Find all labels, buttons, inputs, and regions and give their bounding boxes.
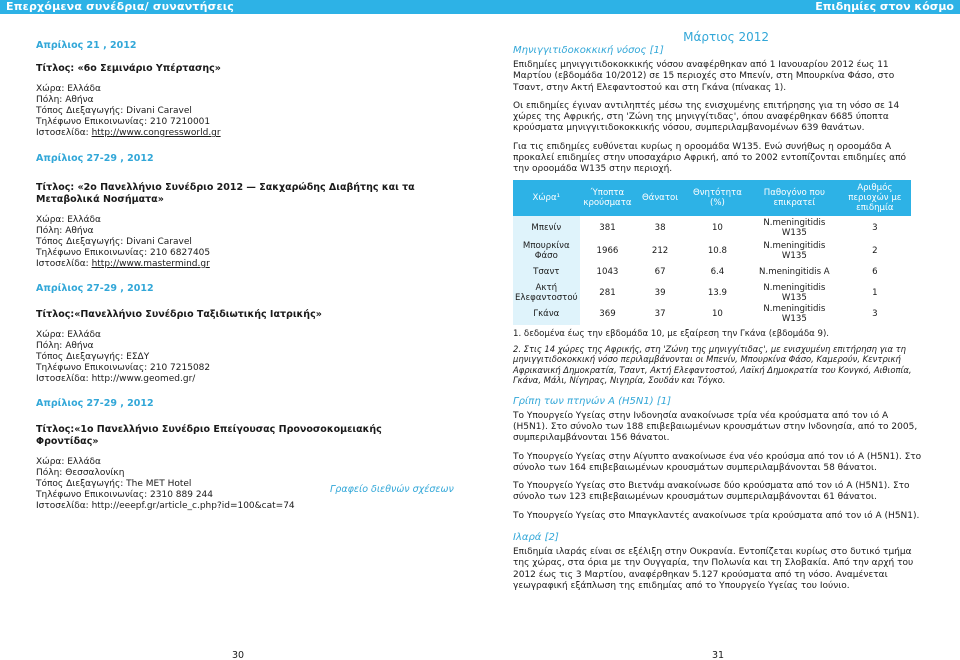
paragraph: Το Υπουργείο Υγείας στην Αίγυπτο ανακοίνωσε ένα νέο κρούσμα από τον ιό Α (H5N1). Στο σύνολο των 164 επιβεβαιωμένων κρουσμάτων συμπεριλαμβάνονται 58 θάνατοι.	[513, 451, 922, 473]
event-2	[36, 153, 446, 270]
table-cell: 1043	[596, 267, 619, 278]
col-header: Παθογόνο που επικρατεί	[750, 180, 839, 216]
meningitis-table	[513, 180, 911, 325]
month-heading: Μάρτιος 2012	[683, 30, 769, 44]
table-cell: 38	[654, 223, 666, 234]
table-cell: 6	[872, 267, 878, 278]
table-cell: 67	[654, 267, 666, 278]
table-cell: N.meningitidis W135	[763, 218, 826, 239]
event-title: Τίτλος:«Πανελλήνιο Συνέδριο Ταξιδιωτικής Ιατρικής»	[36, 309, 322, 320]
office-signature: Γραφείο διεθνών σχέσεων	[330, 484, 454, 495]
table-cell: N.meningitidis A	[759, 267, 830, 278]
event-country: Χώρα: Ελλάδα	[36, 215, 101, 225]
table-cell: Τσαντ	[513, 262, 580, 283]
table-cell: 39	[654, 288, 666, 299]
event-website	[36, 374, 446, 385]
event-website	[36, 128, 446, 139]
table-cell: N.meningitidis W135	[763, 241, 826, 262]
table-cell: N.meningitidis W135	[763, 304, 826, 325]
table-note-africa: 2. Στις 14 χώρες της Αφρικής, στη 'Ζώνη της μηνιγγίτιδας', με ενισχυμένη επιτήρηση για τη μηνιγγιτιδοκοκκική νόσο περιλαμβάνονται οι Μπενίν, Μπουρκίνα Φάσο, Καμερούν, Κεντρική Αφρικανική Δημοκρατία, Τσαντ, Ακτή Ελεφαντοστού, Λαϊκή Δημοκρατία του Κονγκό, Αιθιοπία, Γκάνα, Μάλι, Νίγηρας, Νιγηρία, Σουδάν και Τόγκο.	[513, 343, 912, 386]
table-footnote: 1. δεδομένα έως την εβδομάδα 10, με εξαίρεση την Γκάνα (εβδομάδα 9).	[513, 328, 830, 339]
col-header: Θνητότητα (%)	[685, 180, 750, 216]
table-cell: 6.4	[710, 267, 725, 278]
event-country: Χώρα: Ελλάδα	[36, 84, 101, 94]
col-header: Χώρα¹	[513, 180, 580, 216]
event-venue: Τόπος Διεξαγωγής: Divani Caravel	[36, 237, 192, 247]
table-cell: 3	[872, 223, 878, 234]
section-title-measles: Ιλαρά [2]	[513, 532, 559, 544]
table-row	[513, 216, 911, 241]
table-row	[513, 262, 911, 283]
table-cell: 10	[711, 223, 723, 234]
table-cell: 13.9	[707, 288, 727, 299]
event-city: Πόλη: Αθήνα	[36, 226, 94, 236]
website-label: Ιστοσελίδα:	[36, 259, 92, 269]
event-title: Τίτλος: «6ο Σεμινάριο Υπέρτασης»	[36, 63, 221, 74]
event-website	[36, 501, 446, 512]
col-header: Θάνατοι	[635, 180, 684, 216]
table-cell: Μπενίν	[513, 216, 580, 241]
event-country: Χώρα: Ελλάδα	[36, 457, 101, 467]
website-link[interactable]: http://eeepf.gr/article_c.php?id=100&cat=74	[91, 501, 295, 511]
paragraph: Επιδημίες μηνιγγιτιδοκοκκικής νόσου αναφέρθηκαν από 1 Ιανουαρίου 2012 έως 11 Μαρτίου (εβδομάδα 10/2012) σε 15 περιοχές στο Μπενίν, στη Μπουρκίνα Φάσο, στο Τσαντ, στην Ακτή Ελεφαντοστού και στη Γκάνα (πίνακας 1).	[513, 60, 895, 93]
event-venue: Τόπος Διεξαγωγής: ΕΣΔΥ	[36, 352, 150, 362]
event-date: Απρίλιος 27-29 , 2012	[36, 153, 154, 164]
paragraph: Το Υπουργείο Υγείας στην Ινδονησία ανακοίνωσε τρία νέα κρούσματα από τον ιό Α (H5N1). Στο σύνολο των 188 επιβεβαιωμένων κρουσμάτων στην Ινδονησία, από το 2005, συμπεριλαμβάνονται 156 θάνατοι.	[513, 410, 918, 444]
table-cell: 2	[872, 246, 878, 257]
website-label: Ιστοσελίδα:	[36, 128, 92, 138]
page-number-left: 30	[232, 650, 245, 660]
event-phone: Τηλέφωνο Επικοινωνίας: 210 7215082	[36, 363, 211, 373]
header-right-title: Επιδημίες στον κόσμο	[815, 0, 954, 13]
table-cell: Μπουρκίνα Φάσο	[513, 241, 580, 262]
table-row	[513, 283, 911, 304]
header-bar	[0, 0, 960, 14]
conferences-column	[36, 40, 446, 512]
event-3	[36, 283, 446, 385]
table-row	[513, 241, 911, 262]
table-cell: 37	[654, 309, 666, 320]
table-cell: N.meningitidis W135	[763, 283, 826, 304]
event-date: Απρίλιος 27-29 , 2012	[36, 283, 154, 294]
table-cell: 381	[599, 223, 616, 234]
event-date: Απρίλιος 21 , 2012	[36, 40, 137, 51]
epidemics-column	[513, 30, 925, 599]
event-city: Πόλη: Αθήνα	[36, 341, 94, 351]
col-header: Αριθμός περιοχών με επιδημία	[839, 180, 911, 216]
table-cell: 369	[599, 309, 616, 320]
event-website	[36, 259, 446, 270]
table-cell: 1	[872, 288, 878, 299]
event-phone: Τηλέφωνο Επικοινωνίας: 2310 889 244	[36, 490, 213, 500]
website-link[interactable]: http://www.congressworld.gr	[91, 128, 221, 138]
paragraph: Επιδημία ιλαράς είναι σε εξέλιξη στην Ουκρανία. Εντοπίζεται κυρίως στο δυτικό τμήμα της χώρας, στα όρια με την Ουγγαρία, την Πολωνία και τη Σλοβακία. Από την αρχή του 2012 έως τις 3 Μαρτίου, αναφέρθηκαν 5.127 κρούσματα από τη νόσο. Αναμένεται γεωγραφική εξάπλωση της επιδημίας από το Υπουργείο Υγείας του Ιούνιο.	[513, 547, 914, 591]
website-link[interactable]: http://www.geomed.gr/	[91, 374, 196, 384]
header-left-title: Επερχόμενα συνέδρια/ συναντήσεις	[6, 0, 234, 13]
event-venue: Τόπος Διεξαγωγής: Divani Caravel	[36, 106, 192, 116]
table-cell: 212	[651, 246, 669, 257]
event-phone: Τηλέφωνο Επικοινωνίας: 210 6827405	[36, 248, 211, 258]
section-title-avian-flu: Γρίπη των πτηνών Α (H5N1) [1]	[513, 395, 671, 407]
table-row	[513, 304, 911, 325]
table-cell: 1966	[596, 246, 619, 257]
event-1	[36, 40, 446, 139]
event-city: Πόλη: Αθήνα	[36, 95, 94, 105]
table-cell: 10.8	[707, 246, 727, 257]
col-header: Ύποπτα κρούσματα	[580, 180, 636, 216]
table-cell: 281	[599, 288, 616, 299]
table-cell: 3	[872, 309, 878, 320]
table-cell: Γκάνα	[513, 304, 580, 325]
event-city: Πόλη: Θεσσαλονίκη	[36, 468, 125, 478]
event-phone: Τηλέφωνο Επικοινωνίας: 210 7210001	[36, 117, 211, 127]
event-country: Χώρα: Ελλάδα	[36, 330, 101, 340]
table-header-row	[513, 180, 911, 216]
website-label: Ιστοσελίδα:	[36, 501, 92, 511]
event-venue: Τόπος Διεξαγωγής: The MET Hotel	[36, 479, 192, 489]
paragraph: Το Υπουργείο Υγείας στο Βιετνάμ ανακοίνωσε δύο κρούσματα από τον ιό Α (H5N1). Στο σύνολο των 123 επιβεβαιωμένων κρουσμάτων συμπεριλαμβάνονται 61 θάνατοι.	[513, 481, 910, 503]
page-number-right: 31	[712, 650, 725, 660]
event-date: Απρίλιος 27-29 , 2012	[36, 398, 154, 409]
table-cell: 10	[711, 309, 723, 320]
website-label: Ιστοσελίδα:	[36, 374, 92, 384]
event-title: Τίτλος: «2ο Πανελλήνιο Συνέδριο 2012 — Σακχαρώδης Διαβήτης και τα Μεταβολικά Νοσήματα»	[36, 182, 415, 205]
paragraph: Το Υπουργείο Υγείας στο Μπαγκλαντές ανακοίνωσε τρία κρούσματα από τον ιό Α (H5N1).	[513, 510, 920, 521]
website-link[interactable]: http://www.mastermind.gr	[91, 259, 210, 269]
paragraph: Οι επιδημίες έγιναν αντιληπτές μέσω της ενισχυμένης επιτήρησης για τη νόσο σε 14 χώρες της Αφρικής, στη 'Ζώνη της μηνιγγίτιδας', όπου αναφέρθηκαν 6685 ύποπτα κρούσματα μηνιγγιτιδοκοκκικής νόσου, συμπεριλαμβανομένων 639 θανάτων.	[513, 100, 900, 134]
event-title: Τίτλος:«1ο Πανελλήνιο Συνέδριο Επείγουσας Προνοσοκομειακής Φροντίδας»	[36, 424, 382, 447]
table-cell: Ακτή Ελεφαντοστού	[515, 283, 578, 304]
section-title-meningococcal: Μηνιγγιτιδοκοκκική νόσος [1]	[513, 45, 664, 56]
paragraph: Για τις επιδημίες ευθύνεται κυρίως η οροομάδα W135. Ενώ συνήθως η οροομάδα Α προκαλεί επιδημίες στην υποσαχάριο Αφρική, από το 2002 εντοπίζονται επιδημίες από την οροομάδα W135 στην περιοχή.	[513, 141, 907, 175]
